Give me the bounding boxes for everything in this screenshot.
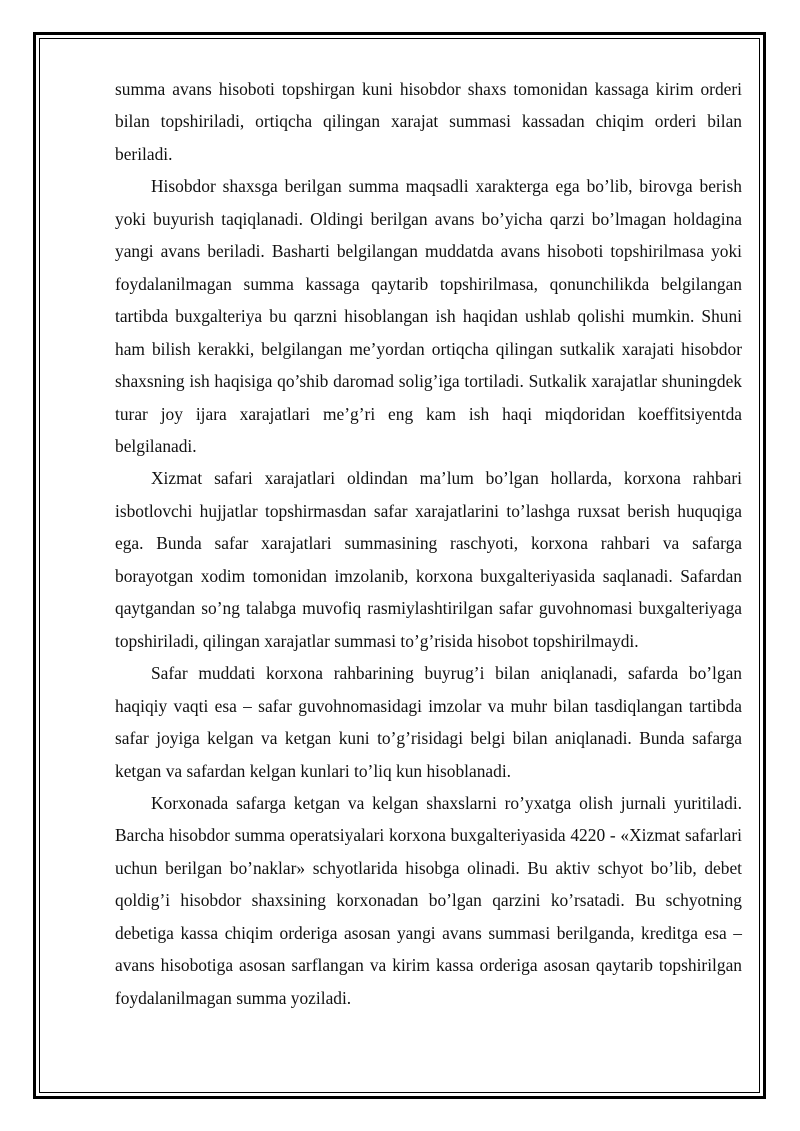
paragraph-2: Hisobdor shaxsga berilgan summa maqsadli xarakterga ega bo’lib, birovga berish yoki buyurish taqiqlanadi. Oldingi berilgan avans bo’yicha qarzi bo’lmagan holdagina yangi avans beriladi. Basharti belgilangan muddatda avans hisoboti topshirilmasa yoki foydalanilmagan summa kassaga qaytarib topshirilmasa, qonunchilikda belgilangan tartibda buxgalteriya bu qarzni hisoblangan ish haqidan ushlab qolishi mumkin. Shuni ham bilish kerakki, belgilangan me’yordan ortiqcha qilingan sutkalik xarajati hisobdor shaxsning ish haqisiga qo’shib daromad solig’iga tortiladi. Sutkalik xarajatlar shuningdek turar joy ijara xarajatlari me’g’ri eng kam ish haqi miqdoridan koeffitsiyentda belgilanadi.: [115, 176, 742, 456]
document-body: [115, 73, 742, 1014]
paragraph-1: summa avans hisoboti topshirgan kuni hisobdor shaxs tomonidan kassaga kirim orderi bilan topshiriladi, ortiqcha qilingan xarajat summasi kassadan chiqim orderi bilan beriladi.: [115, 79, 742, 164]
paragraph-4: Safar muddati korxona rahbarining buyrug’i bilan aniqlanadi, safarda bo’lgan haqiqiy vaqti esa – safar guvohnomasidagi imzolar va muhr bilan tasdiqlangan tartibda safar joyiga kelgan va ketgan kuni to’g’risidagi belgi bilan aniqlanadi. Bunda safarga ketgan va safardan kelgan kunlari to’liq kun hisoblanadi.: [115, 663, 742, 781]
paragraph-5: Korxonada safarga ketgan va kelgan shaxslarni ro’yxatga olish jurnali yuritiladi. Barcha hisobdor summa operatsiyalari korxona buxgalteriyasida 4220 - «Xizmat safarlari uchun berilgan bo’naklar» schyotlarida hisobga olinadi. Bu aktiv schyot bo’lib, debet qoldig’i hisobdor shaxsining korxonadan bo’lgan qarzini ko’rsatadi. Bu schyotning debetiga kassa chiqim orderiga asosan yangi avans summasi berilganda, kreditga esa – avans hisobotiga asosan sarflangan va kirim kassa orderiga asosan qaytarib topshirilgan foydalanilmagan summa yoziladi.: [115, 792, 742, 1008]
paragraph-3: Xizmat safari xarajatlari oldindan ma’lum bo’lgan hollarda, korxona rahbari isbotlovchi hujjatlar topshirmasdan safar xarajatlarini to’lashga ruxsat berish huquqiga ega. Bunda safar xarajatlari summasining raschyoti, korxona rahbari va safarga borayotgan xodim tomonidan imzolanib, korxona buxgalteriyasida saqlanadi. Safardan qaytgandan so’ng talabga muvofiq rasmiylashtirilgan safar guvohnomasi buxgalteriyaga topshiriladi, qilingan xarajatlar summasi to’g’risida hisobot topshirilmaydi.: [115, 468, 742, 651]
